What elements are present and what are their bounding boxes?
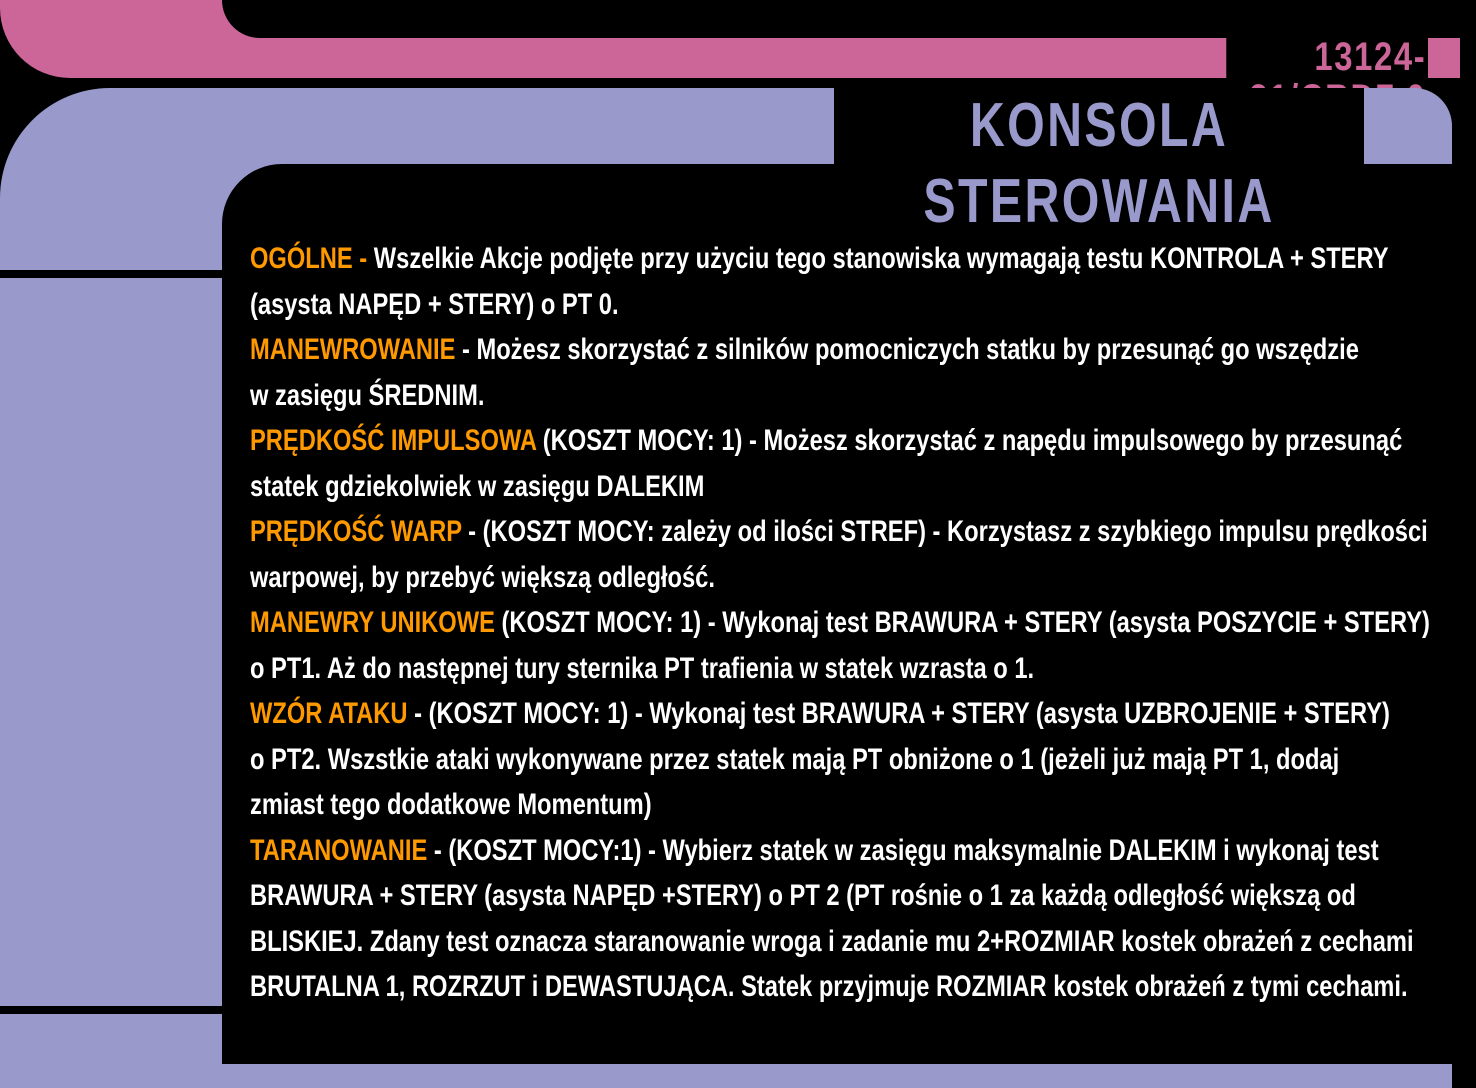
rule-keyword: TARANOWANIE [250,833,428,867]
card-id-label: 13124- [1226,36,1428,78]
rule-keyword: WZÓR ATAKU [250,697,408,730]
rule-line: zmiast tego dodatkowe Momentum) [250,788,652,821]
rule-entry [250,600,1460,691]
sidebar-divider-bottom [0,1006,222,1014]
rules-text [250,236,1460,1010]
rule-line: o PT1. Aż do następnej tury sternika PT trafienia w statek wzrasta o 1. [250,651,1035,685]
rule-entry [250,327,1460,418]
rule-text: (KOSZT MOCY: 1) - Możesz skorzystać z napędu impulsowego by przesunąć [536,424,1403,457]
rule-line: BLISKIEJ. Zdany test oznacza staranowanie wroga i zadanie mu 2+ROZMIAR kostek obrażeń z cechami [250,924,1414,958]
rule-text: Wszelkie Akcje podjęte przy użyciu tego stanowiska wymagają testu KONTROLA + STERY [367,242,1389,275]
frame-edge-cut [1452,88,1476,164]
rule-line [250,828,1379,874]
sidebar-divider-top [0,270,222,278]
rule-text: (KOSZT MOCY: 1) - Wykonaj test BRAWURA + STERY (asysta POSZYCIE + STERY) [494,606,1430,639]
rule-line: (asysta NAPĘD + STERY) o PT 0. [250,287,619,321]
rule-keyword: PRĘDKOŚĆ IMPULSOWA [250,424,537,457]
pink-band-cutout [222,0,1476,38]
rule-entry [250,236,1460,327]
rule-text: - Możesz skorzystać z silników pomocniczych statku by przesunąć go wszędzie [455,333,1359,366]
page-title: KONSOLA STEROWANIA [923,91,1275,236]
rule-text: - (KOSZT MOCY: 1) - Wykonaj test BRAWURA + STERY (asysta UZBROJENIE + STERY) [407,697,1390,730]
rule-line: w zasięgu ŚREDNIM. [250,378,485,412]
rule-entry [250,418,1460,509]
rule-line [250,691,1390,737]
rule-keyword: MANEWRY UNIKOWE [250,606,495,639]
rule-line: statek gdziekolwiek w zasięgu DALEKIM [250,469,705,503]
rule-line [250,600,1430,646]
rule-entry [250,828,1460,1010]
rule-line: warpowej, by przebyć większą odległość. [250,560,715,594]
rule-entry [250,691,1460,828]
rule-line [250,418,1403,464]
rule-line [250,509,1428,555]
rule-line: BRAWURA + STERY (asysta NAPĘD +STERY) o PT 2 (PT rośnie o 1 za każdą odległość większą od [250,879,1356,912]
rule-line: o PT2. Wszstkie ataki wykonywane przez statek mają PT obniżone o 1 (jeżeli już mają PT 1, dodaj [250,742,1340,776]
rule-keyword: MANEWROWANIE [250,333,456,366]
rule-text: - (KOSZT MOCY: zależy od ilości STREF) - Korzystasz z szybkiego impulsu prędkości [461,515,1428,548]
rule-keyword: PRĘDKOŚĆ WARP [250,515,462,548]
rule-keyword: OGÓLNE - [250,242,368,275]
rule-text: - (KOSZT MOCY:1) - Wybierz statek w zasięgu maksymalnie DALEKIM i wykonaj test [427,833,1379,867]
rule-line [250,236,1389,282]
rule-line [250,327,1359,373]
rule-line: BRUTALNA 1, ROZRZUT i DEWASTUJĄCA. Statek przyjmuje ROZMIAR kostek obrażeń z tymi cechami. [250,970,1408,1003]
lavender-end-cap [1366,88,1452,164]
rule-entry [250,509,1460,600]
